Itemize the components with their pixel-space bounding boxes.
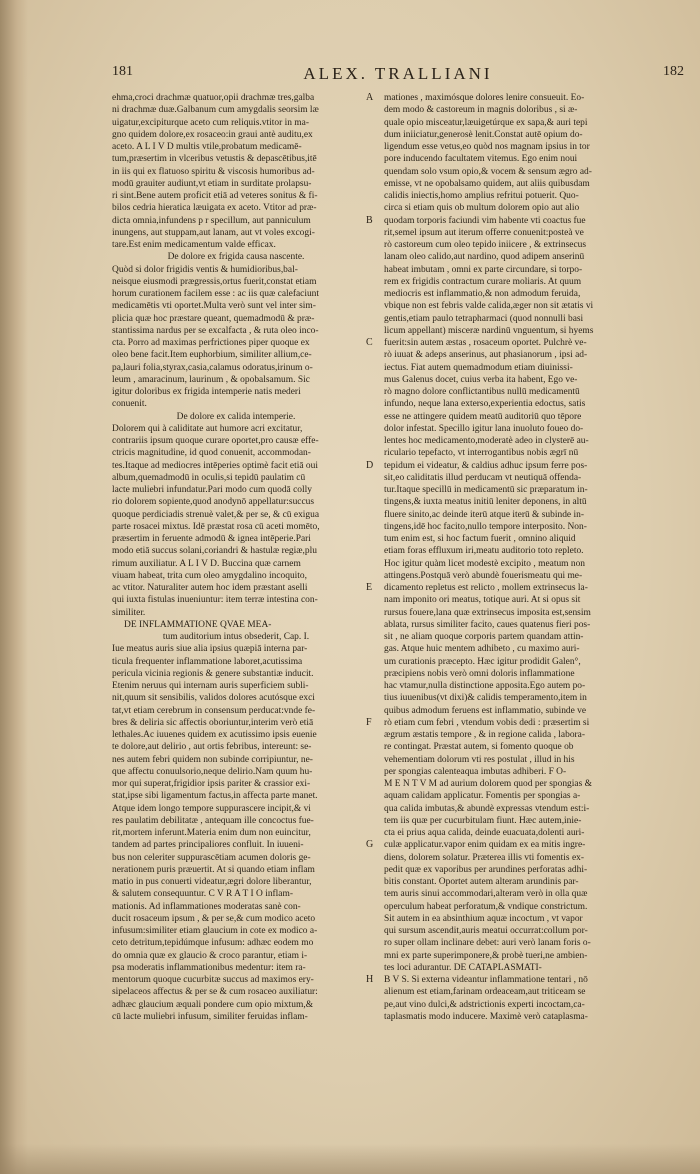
margin-letter: D [366,459,374,471]
text-line: rit,semel ipsum aut iterum offerre conuenit:posteà ve [384,227,584,238]
text-line: ducit rosaceum ipsum , & per se,& cum modico aceto [112,913,316,924]
text-line: rò magno dolore conflictantibus nullū medicamentū [384,387,580,397]
text-line: nes autem febri quidem non subinde corripiuntur, ne- [112,754,313,765]
text-line: inungens, aut stuppam,aut lanam, aut vt voles excogi- [112,227,315,238]
text-line: in iis qui ex flatuoso spiritu & viscosis humoribus ad- [112,166,315,177]
text-line: mediocris est inflammatio,& non admodum feruida, [384,289,581,299]
text-line: bus non celeriter suppurascētiam acumen doloris ge- [112,852,311,863]
text-line: alienum est etiam,farinam ordeaceam,aut triticeam se [384,987,586,998]
text-line: rimum auxiliatur. A L I V D. Buccina quæ carnem [112,558,301,569]
text-line: sipelaceos affectus & per se & cum rosaceo auxiliatur: [112,987,318,998]
text-line: stat,ipse sibi ligamentum factus,in affecta parte manet. [112,791,318,802]
text-line: per spongias calenteaqua imbutas adhiberi. F O- [384,766,567,777]
text-line: De dolore ex frigida causa nascente. [167,252,305,263]
text-line: B V S. Si externa videantur inflammatione tentari , nō [384,975,588,985]
margin-letter: A [366,92,374,103]
text-line: bilos cedria hieratica læuigata ex aceto. Vtitor ad præ- [112,203,317,214]
text-line: vehementiam dolorum vti res postulat , illud in his [384,754,575,765]
text-line: rursus fouere,lana quæ extrinsecus imposita est,sensim [384,607,591,618]
text-line: riculario tepefacto, vt interrogantibus nobis ægrī nū [384,448,579,459]
text-line: quodam torporis faciundi vim habente vti coactus fue [384,215,586,226]
text-line: mus Galenus docet, cuius verba ita habent, Ego ve- [384,374,578,385]
text-line: dicamento repletus est relicto , mollem extrinsecus la- [384,583,588,593]
text-line: ri sint.Bene autem proficit etiā ad veteres sonitus & fi- [112,191,318,201]
text-line: Quòd si dolor frigidis ventis & humidioribus,bal- [112,264,298,275]
text-line: horum curationem facilem esse : ac iis quæ calefaciunt [112,289,320,299]
text-line: rit,mortem inferunt.Materia enim dum non euincitur, [112,828,311,838]
text-line: pericula vicinia regionis & genere substantiæ inducit. [112,668,314,679]
text-line: tat,vt etiam cerebrum in consensum perducat:vnde fe- [112,705,316,716]
text-line: tes.Itaque ad mediocres intēperies optimè facit etiā oui [112,460,318,471]
text-line: sit , ne aliam quoque corporis partem quandam attin- [384,632,584,642]
text-line: Dolorem qui à caliditate aut humore acri excitatur, [112,423,303,434]
text-line: tem auris sinui accommodari,alteram verò in olla quæ [384,889,588,900]
text-line: ctricis magnitudine, id quod conuenit, accommodan- [112,448,311,459]
text-line: tingens,idē hoc facito,nullo tempore interposito. Non- [384,521,587,532]
text-line: nam imponito ori meatus, totique auri. At si opus sit [384,595,581,606]
text-line: DE INFLAMMATIONE QVAE MEA- [124,619,272,630]
text-line: rò castoreum cum oleo tepido iniicere , & extrinsecus [384,240,587,250]
text-line: ac vtitor. Naturaliter autem hoc idem præstant aselli [112,583,308,593]
text-line: habeat imbutam , omni ex parte circundare, si torpo- [384,264,583,275]
text-line: tum enim est, si hoc factum fuerit , omnino aliquid [384,534,576,544]
text-line: lethales.Ac iuuenes quidem ex acutissimo ipsis euenie [112,730,317,740]
text-line: Atque idem longo tempore suppurascere incipit,& vi [112,803,311,814]
text-line: album,quemadmodū in oculis,si tepidū paulatim cū [112,472,306,483]
text-line: tes loci adurantur. DE CATAPLASMATI- [384,962,542,973]
text-line: ehma,croci drachmæ quatuor,opii drachmæ tres,galba [112,93,315,103]
text-line: nerationem puris præuertit. At si quando etiam inflam [112,864,315,875]
text-line: fuerit:sin autem æstas , rosaceum oportet. Pulchrè ve- [384,338,587,348]
text-line: emisse, vt ne opobalsamo quidem, aut aliis quibusdam [384,178,590,189]
text-line: pa,lauri folia,styrax,casia,calamus odoratus,irinum o- [112,362,313,373]
text-line: mni ex parte superimponere,& probè tueri,ne ambien- [384,950,588,961]
text-line: re contingat. Præstat autem, si fomento quoque ob [384,742,574,753]
text-line: plicia quæ hoc præstare queant, quemadmodū & præ- [112,313,315,324]
text-line: contrariis ipsum quoque curare oportet,pro causæ effe- [112,436,319,446]
margin-letter: C [366,337,373,348]
text-line: que affectu conuulsorio,neque delirio.Nam quum hu- [112,766,313,777]
text-line: bitis constant. Oportet autem alteram arundinis par- [384,877,579,887]
right-text-column [384,92,684,1152]
text-line: lanam oleo calido,aut nardino, quod adipem anserinū [384,252,585,263]
text-line: aquam calidam applicatur. Fomentis per spongias a- [384,791,581,802]
text-line: neisque eiusmodi prægressis,ortus fuerit,constat etiam [112,276,317,287]
text-line: conuenit. [112,399,147,410]
text-line: cta. Porro ad maximas perfrictiones piper quoque ex [112,338,310,348]
margin-letter: F [366,716,372,728]
text-line: vbique non est febris valde calida,æger non sit ætatis vi [384,301,594,312]
text-line: tum auditorium intus obsederit, Cap. I. [162,632,310,642]
text-line: ablata, rursus similiter facito, caues quatenus fieri pos- [384,619,591,630]
text-line: res paulatim debilitatæ , antequam ille concoctus fue- [112,815,314,826]
text-line: attingens.Postquā verò abundè fouerismeatu qui me- [384,570,583,581]
text-line: cū lacte muliebri infusum, similiter feruidas inflam- [112,1011,308,1022]
text-line: hac vtamur,nulla distinctione apposita.Ego autem po- [384,681,586,691]
text-line: ni drachmæ duæ.Galbanum cum amygdalis seorsim læ [112,105,319,116]
text-line: gno quidem dolore,ex rosaceo:in graui antè auditu,ex [112,129,313,140]
text-line: Hoc igitur quàm licet modestè excipito , meatum non [384,558,586,569]
text-line: bres & deliria sic affectis oboriuntur,interim verò etiā [112,717,314,728]
text-line: qui sursum ascendit,auris meatui occurrat:collum por- [384,926,588,936]
text-line: quendam solo vsum opio,& vocem & sensum ægro ad- [384,166,592,177]
text-line: esse ne attingere quidem meatū auditoriū quo tēpore [384,411,582,422]
text-line: tum,præsertim in vlceribus vetustis & depascētibus,itē [112,154,317,165]
text-line: mor qui superat,frigidior ipsis pariter & crassior exi- [112,779,311,789]
page-number-left: 181 [112,64,133,79]
margin-letter: H [366,974,374,985]
text-line: etiam foras effluxum iri,meatu auditorio toto repleto. [384,546,584,557]
text-line: sit,eo caliditatis illud perducam vt neutiquā offenda- [384,472,582,483]
text-line: diens, dolorem solatur. Præterea illis vti fomentis ex- [384,852,584,863]
text-line: Iue meatus auris siue alia ipsius quæpiā interna par- [112,644,308,655]
page-header [112,64,684,90]
text-line: quale opio misceatur,læuigetúrque ex sapa,& auri tepi [384,117,588,128]
left-text-column [112,92,360,1152]
text-line: cta ei prius aqua calida, deinde euacuata,dolenti auri- [384,828,585,838]
text-line: psa moderatis inflammationibus medentur: item ra- [112,962,306,973]
text-line: ligendum esse vetus,eo quòd nos magnam ipsius in tor [384,142,590,152]
text-line: M E N T V M ad aurium dolorem quod per spongias & [384,779,592,789]
text-line: fluere sinito,ac deinde iterū atque iterū & subinde in- [384,509,584,520]
text-line: tandem ad partes principaliores confluit. In iuueni- [112,840,304,851]
text-line: circa si etiam quis ob multum dolorem opio aut alio [384,203,580,214]
margin-letter: G [366,839,374,851]
margin-letters [366,92,382,1152]
text-line: igitur doloribus ex frigida intemperie natis mederi [112,387,301,397]
text-line: dum iniiciatur,generosè lenit.Constat autē opium do- [384,129,583,140]
text-line: mationes , maximósque dolores lenire consueuit. Eo- [384,93,585,103]
text-line: De dolore ex calida intemperie. [176,411,296,422]
margin-letter: E [366,582,373,593]
text-line: medicamētis vti oportet.Multa verò sunt vel inter sim- [112,301,316,312]
text-line: quoque perdiciadis strenuè valet,& per se, & cū exigua [112,509,320,520]
text-line: operculum habeat perforatum,& vndique constrictum. [384,901,588,912]
text-line: pore inducendo facultatem vitemus. Ego enim noui [384,154,578,165]
text-line: dolor infestat. Specillo igitur lana inuoluto foueo do- [384,423,584,434]
text-line: gas. Atque huic mentem adhibeto , cu maximo auri- [384,644,580,655]
text-line: aceto. A L I V D multis vtile,probatum medicamē- [112,142,302,152]
text-line: tingens,& iuxta meatus initiū leniter deponens, in altū [384,497,587,508]
text-line: tepidum ei videatur, & caldius adhuc ipsum ferre pos- [384,460,588,471]
text-line: Etenim neruus qui internam auris superficiem subli- [112,681,309,691]
text-line: ægrum æstatis tempore , & in regione calida , labora- [384,730,586,740]
text-line: tare.Est enim medicamentum valde efficax. [112,240,276,250]
text-line: lentes hoc medicamento,moderatè adeo in clysterē au- [384,436,589,446]
text-line: uigatur,excipiturque aceto cum reliquis.vtitor in ma- [112,117,309,128]
page-number-right: 182 [663,64,684,79]
text-line: te dolore,aut delirio , aut ortis febribus, intereunt: se- [112,742,312,753]
text-line: infusum:similiter etiam glaucium in cote ex modico a- [112,926,318,936]
text-line: ro super ollam inclinare debet: auri verò lanam foris o- [384,938,591,949]
text-line: tem iis quæ per cucurbitulam fiunt. Hæc autem,inie- [384,815,582,826]
text-line: rio dolorem sopiente,quod anodynō appellatur:succus [112,497,315,508]
text-line: dicta omnia,infundens p r specillum, aut panniculum [112,215,311,226]
text-line: rò iuuat & adeps anserinus, aut phasianorum , ipsi ad- [384,350,588,361]
page-gutter-shadow [0,0,28,1174]
text-line: gentis,etiam paulo tetrapharmaci (quod nonnulli basi [384,313,584,324]
text-line: modū grauiter audiunt,vt etiam in surditate prolapsu- [112,178,312,189]
text-line: rem ex frigidis contractum curare moliaris. At quum [384,276,582,287]
running-head: ALEX. TRALLIANI [303,64,493,83]
text-line: lacte muliebri infundatur.Pari modo cum quodā colly [112,485,312,495]
text-line: qua calida imbutas,& abundè expressas vtendum est:i- [384,803,590,814]
text-line: mentorum quoque cucurbitæ succus ad maximos ery- [112,975,314,985]
text-line: taplasmatis modo inducere. Maximè verò cataplasma- [384,1011,588,1022]
text-line: iectus. Fiat autem quemadmodum etiam diuinissi- [384,362,573,373]
text-line: nit,quum sit sensibilis, validos dolores acutósque exci [112,693,315,704]
text-line: viuam habeat, trita cum oleo amygdalino incoquito, [112,570,307,581]
text-line: stantissima nardus per se excalfacta , & ruta oleo inco- [112,325,319,336]
text-line: præcipiens nobis verò omni doloris inflammatione [384,668,575,679]
text-line: ceto detritum,tepidúmque infusum: adhæc eodem mo [112,938,314,949]
text-line: parte rosacei mixtus. Idē præstat rosa cū aceti momēto, [112,521,320,532]
text-line: & salutem consequuntur. C V R A T I O inflam- [112,889,293,900]
text-line: leum , amaracinum, laurinum , & opobalsamum. Sic [112,374,310,385]
text-line: tius iuuenibus(vt dixi)& calidis temperamento,item in [384,693,587,704]
text-line: tur.Itaque specillū in medicamentū sic præparatum in- [384,485,588,495]
text-line: modo etiā succus solani,coriandri & hastulæ regiæ,plu [112,546,317,557]
text-line: præsertim in feruente admodū & ignea intēperie.Pari [112,534,311,544]
text-line: do omnia quæ ex glaucio & croco parantur, etiam i- [112,950,308,961]
text-line: pedit quæ ex vaporibus per arundines perforatas adhi- [384,864,588,875]
text-line: matio in pus conuerti videatur,ægri dolore liberantur, [112,877,312,887]
text-line: similiter. [112,607,146,618]
text-line: Sit autem in ea absinthium aquæ incoctum , vt vapor [384,913,583,924]
text-line: quibus admodum feruens est inflammatio, subinde ve [384,705,587,716]
text-line: ticula frequenter inflammatione laboret,acutissima [112,656,303,667]
text-line: qui iuxta fistulas inueniuntur: item terræ intestina con- [112,595,318,606]
text-line: dem modo & castoreum in magnis doloribus , si æ- [384,105,578,116]
text-line: adhæc glaucium æquali pondere cum opio mixtum,& [112,999,314,1010]
text-line: rò etiam cum febri , vtendum vobis dedi : præsertim si [384,717,590,728]
text-line: oleo bene facit.Item euphorbium, similiter allium,ce- [112,350,312,361]
text-line: um curationis præcepto. Hæc igitur prodidit Galen°, [384,656,581,667]
text-line: licum appellant) misceræ nardinū vnguentum, si hyems [384,325,594,336]
text-line: culæ applicatur.vapor enim quidam ex ea mitis ingre- [384,840,586,851]
text-line: calidis iniectis,homo amplius refritui potuerit. Quo- [384,191,579,201]
text-line: infundo, neque lana exterso,experientia edoctus, satis [384,399,586,410]
text-line: mationis. Ad inflammationes moderatas sanè con- [112,901,301,912]
margin-letter: B [366,214,373,226]
text-line: pe,aut vino dulci,& adstrictionis experti incoctam,ca- [384,999,585,1010]
